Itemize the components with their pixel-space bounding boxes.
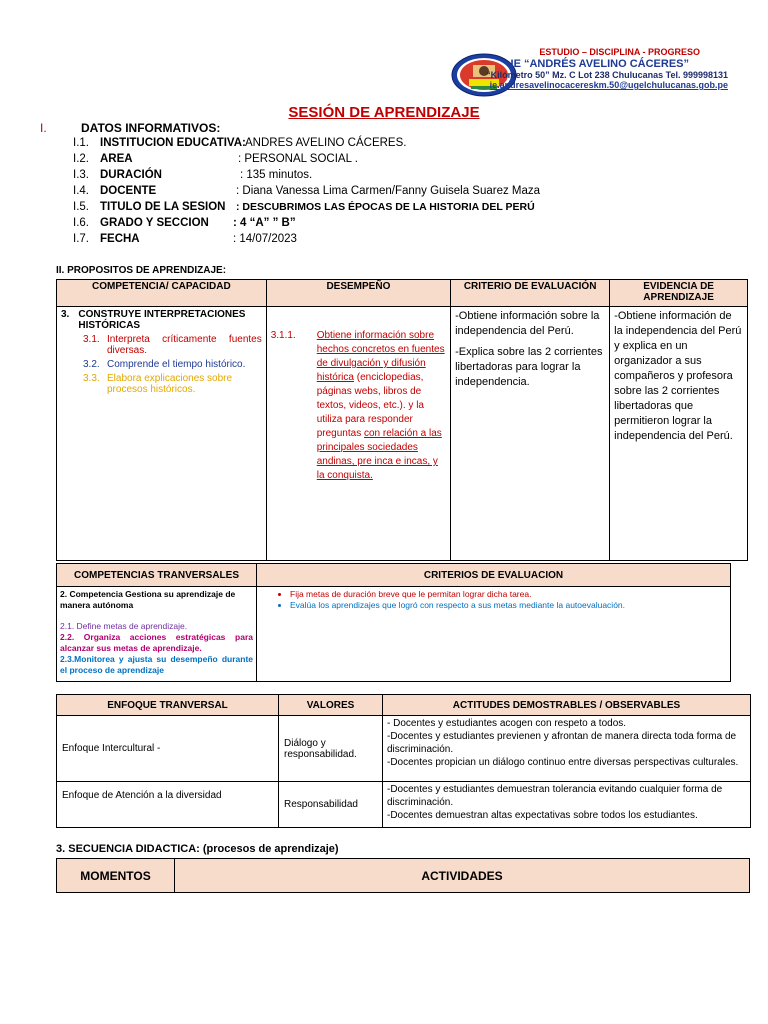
desempeno-cell: 3.1.1. Obtiene información sobre hechos concretos en fuentes de divulgación y difusión histórica (enciclopedias, páginas webs, libros de textos, videos, etc.). y la utiliza para responder preguntas con relación a las principales sociedades andinas, pre inca e incas, y la conquista. <box>266 307 450 561</box>
page-title: SESIÓN DE APRENDIZAJE <box>288 104 480 121</box>
section-1-heading: DATOS INFORMATIVOS: <box>81 121 221 135</box>
col-header: COMPETENCIA/ CAPACIDAD <box>57 280 267 307</box>
school-email-link[interactable]: ie.andresavelinocacereskm.50@ugelchulucanas.gob.pe <box>489 80 728 90</box>
col-header: ACTITUDES DEMOSTRABLES / OBSERVABLES <box>383 695 751 716</box>
col-header: DESEMPEÑO <box>266 280 450 307</box>
evidencia-cell: -Obtiene información de la independencia del Perú y explica en un organizador a sus compañeros y profesora sobre las 2 corrientes libertadoras que permitieron lograr la independencia del Perú. <box>610 307 748 561</box>
capacidad-item: 3.2. Comprende el tiempo histórico. <box>83 359 246 370</box>
valores-cell: Diálogo y responsabilidad. <box>279 716 383 782</box>
enfoques-table <box>56 694 751 828</box>
sequence-table <box>56 858 750 893</box>
criterio-item: • Evalúa los aprendizajes que logró con respecto a sus metas mediante la autoevaluación. <box>290 600 727 611</box>
actitudes-cell: -Docentes y estudiantes demuestran tolerancia evitando cualquier forma de discriminación. -Docentes demuestran altas expectativas sobre todos los estudiantes. <box>383 782 751 828</box>
col-header: CRITERIOS DE EVALUACION <box>257 564 731 587</box>
col-header: EVIDENCIA DE APRENDIZAJE <box>610 280 748 307</box>
capacidad-item: 3.1. Interpreta críticamente fuentes diversas. <box>83 334 262 356</box>
col-header: VALORES <box>279 695 383 716</box>
criterio-item: • Fija metas de duración breve que le permitan lograr dicha tarea. <box>290 589 727 600</box>
col-header: ENFOQUE TRANVERSAL <box>57 695 279 716</box>
transversal-criterios-cell <box>257 587 731 682</box>
enfoque-cell: Enfoque Intercultural - <box>57 716 279 782</box>
competencia-cell: 3. CONSTRUYE INTERPRETACIONES HISTÓRICAS 3.1. Interpreta críticamente fuentes diversas. 3.2. Comprende el tiempo histórico. 3.3. Elabora explicaciones sobre procesos históricos. <box>57 307 267 561</box>
school-name: IE “ANDRÉS AVELINO CÁCERES” <box>510 58 689 70</box>
criterio-cell: -Obtiene información sobre la independencia del Perú. -Explica sobre las 2 corrientes libertadoras para lograr la independencia. <box>451 307 610 561</box>
section-1-number: I. <box>40 121 47 135</box>
actitudes-cell: - Docentes y estudiantes acogen con respeto a todos. -Docentes y estudiantes previenen y afrontan de manera directa toda forma de discriminación. -Docentes propician un diálogo continuo entre diversas perspectivas culturales. <box>383 716 751 782</box>
section-3-heading: 3. SECUENCIA DIDACTICA: (procesos de aprendizaje) <box>56 843 339 855</box>
col-header: ACTIVIDADES <box>175 859 750 893</box>
section-2-heading: II. PROPOSITOS DE APRENDIZAJE: <box>56 265 227 276</box>
capacidad-item: 3.3. Elabora explicaciones sobre procesos históricos. <box>83 373 233 395</box>
valores-cell: Responsabilidad <box>279 782 383 828</box>
transversal-competencies-table <box>56 563 731 682</box>
col-header: MOMENTOS <box>57 859 175 893</box>
school-motto: ESTUDIO – DISCIPLINA - PROGRESO <box>539 47 700 57</box>
transversal-competencia-cell: 2. Competencia Gestiona su aprendizaje de manera autónoma 2.1. Define metas de aprendizaje. 2.2. Organiza acciones estratégicas para alcanzar sus metas de aprendizaje. 2.3.Monitorea y ajusta su desempeño durante el proceso de aprendizaje <box>57 587 257 682</box>
school-address: “Kilómetro 50” Mz. C Lot 238 Chulucanas Tel. 999998131 <box>486 70 728 80</box>
col-header: CRITERIO DE EVALUACIÓN <box>451 280 610 307</box>
purposes-table <box>56 279 748 561</box>
col-header: COMPETENCIAS TRANVERSALES <box>57 564 257 587</box>
enfoque-cell: Enfoque de Atención a la diversidad <box>57 782 279 828</box>
